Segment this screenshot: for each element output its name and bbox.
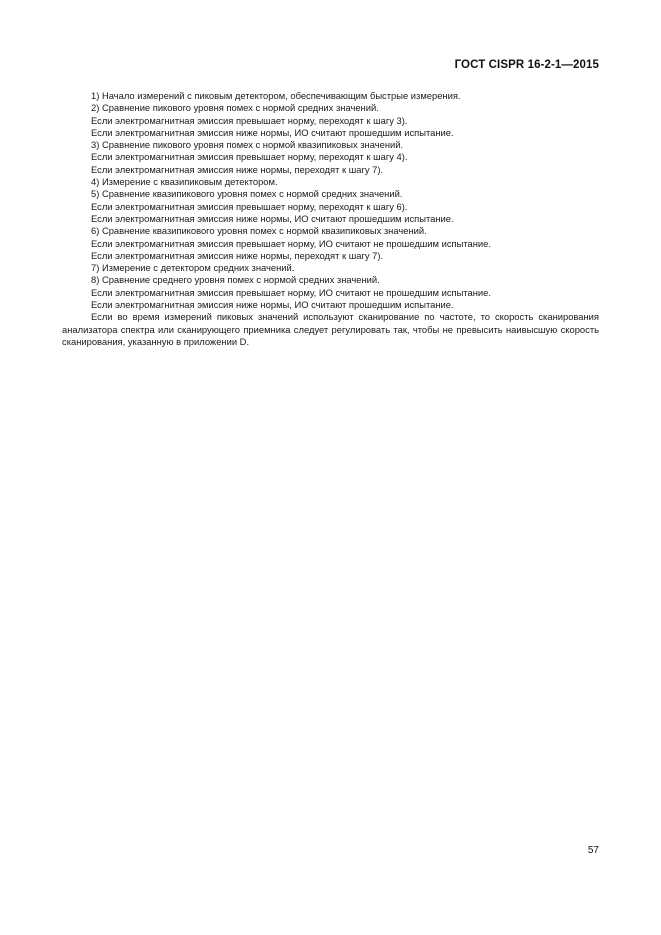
step-line: 2) Сравнение пикового уровня помех с нормой средних значений. [91, 102, 379, 114]
scanning-paragraph: Если во время измерений пиковых значений используют сканирование по частоте, то скорость сканирования анализатора спектра или сканирующего приемника следует регулировать так, чтобы не превысить наивысшую скорость сканирования, указанную в приложении D. [62, 311, 599, 347]
step-line: 4) Измерение с квазипиковым детектором. [91, 176, 278, 188]
condition-line: Если электромагнитная эмиссия ниже нормы, ИО считают прошедшим испытание. [91, 212, 454, 224]
step-line: 1) Начало измерений с пиковым детектором, обеспечивающим быстрые измерения. [91, 90, 461, 101]
step-line: 7) Измерение с детектором средних значений. [91, 262, 295, 274]
condition-line: Если электромагнитная эмиссия ниже нормы, переходят к шагу 7). [91, 163, 384, 175]
condition-line: Если электромагнитная эмиссия превышает норму, переходят к шагу 3). [91, 114, 408, 126]
body-text [62, 90, 599, 348]
step-line: 6) Сравнение квазипикового уровня помех с нормой квазипиковых значений. [91, 225, 427, 237]
condition-line: Если электромагнитная эмиссия превышает норму, ИО считают не прошедшим испытание. [91, 286, 491, 298]
condition-line: Если электромагнитная эмиссия ниже нормы, переходят к шагу 7). [91, 249, 384, 261]
condition-line: Если электромагнитная эмиссия превышает норму, ИО считают не прошедшим испытание. [91, 237, 491, 249]
condition-line: Если электромагнитная эмиссия ниже нормы, ИО считают прошедшим испытание. [91, 299, 454, 311]
condition-line: Если электромагнитная эмиссия ниже нормы, ИО считают прошедшим испытание. [91, 126, 454, 138]
step-line: 8) Сравнение среднего уровня помех с нормой средних значений. [91, 274, 380, 286]
standard-designation: ГОСТ CISPR 16-2-1—2015 [454, 59, 599, 71]
condition-line: Если электромагнитная эмиссия превышает норму, переходят к шагу 6). [91, 200, 408, 212]
step-line: 3) Сравнение пикового уровня помех с нормой квазипиковых значений. [91, 139, 404, 151]
page-number: 57 [587, 845, 599, 856]
condition-line: Если электромагнитная эмиссия превышает норму, переходят к шагу 4). [91, 151, 408, 163]
step-line: 5) Сравнение квазипикового уровня помех с нормой средних значений. [91, 188, 403, 200]
